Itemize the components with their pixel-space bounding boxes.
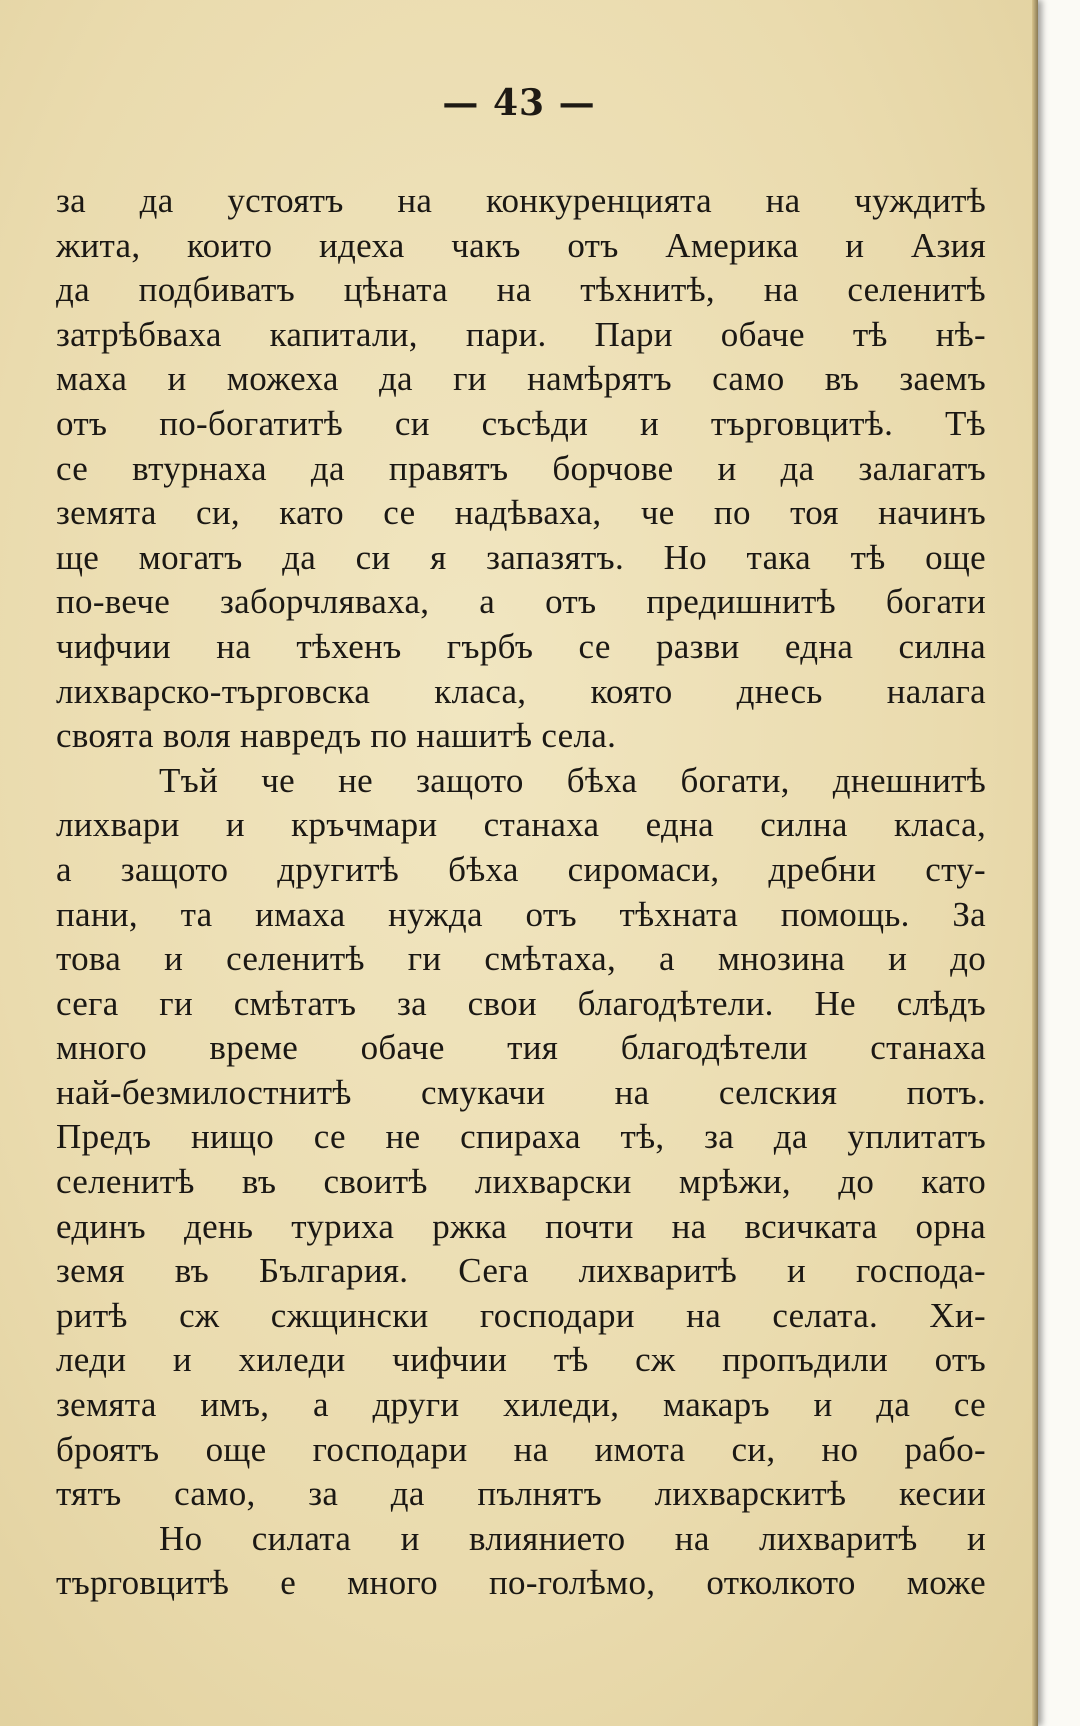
text-line-9: ще могатъ да си я запазятъ. Но така тѣ още [56,537,986,577]
text-line-19: сега ги смѣтатъ за свои благодѣтели. Не слѣдъ [56,983,986,1023]
text-line-22: Предъ нищо се не спираха тѣ, за да уплитатъ [56,1117,986,1157]
text-line-21: най-безмилостнитѣ смукачи на селския потъ. [56,1072,986,1112]
text-line-28: земята имъ, а други хиледи, макаръ и да се [56,1385,986,1425]
page-number: — 43 — [442,82,596,124]
text-line-32: търговцитѣ е много по-голѣмо, отколкото може [56,1563,986,1603]
text-line-31: Но силата и влиянието на лихваритѣ и [159,1518,986,1558]
text-line-27: леди и хиледи чифчии тѣ сж пропъдили отъ [56,1340,986,1380]
text-line-4: затрѣбваха капитали, пари. Пари обаче тѣ нѣ- [56,314,986,354]
text-line-1: за да устоятъ на конкуренцията на чуждитѣ [56,181,986,220]
text-line-25: земя въ България. Сега лихваритѣ и господа- [56,1251,986,1291]
page-edge-shadow [1032,0,1038,1726]
text-line-11: чифчии на тѣхенъ гърбъ се разви една силна [56,626,986,666]
text-line-8: земята си, като се надѣваха, че по тоя начинъ [56,493,986,533]
text-line-7: се втурнаха да правятъ борчове и да залагатъ [56,448,986,488]
text-line-17: пани, та имаха нужда отъ тѣхната помощь. За [56,894,986,934]
text-line-2: жита, които идеха чакъ отъ Америка и Азия [56,225,986,265]
body-text [56,179,986,1606]
text-line-26: ритѣ сж сжщински господари на селата. Хи- [56,1295,986,1335]
text-line-20: много време обаче тия благодѣтели станаха [56,1028,986,1068]
text-line-14: Тъй че не защото бѣха богати, днешнитѣ [159,760,986,800]
text-line-30: тятъ само, за да пълнятъ лихварскитѣ кесии [56,1474,986,1514]
text-line-5: маха и можеха да ги намѣрятъ само въ заемъ [56,359,986,399]
text-line-16: а защото другитѣ бѣха сиромаси, дребни сту- [56,849,986,889]
text-line-12: лихварско-търговска класа, която днесь налага [56,671,986,711]
text-line-10: по-вече заборчляваха, а отъ предишнитѣ богати [56,582,986,622]
text-line-18: това и селенитѣ ги смѣтаха, а мнозина и до [56,939,986,979]
text-line-3: да подбиватъ цѣната на тѣхнитѣ, на селенитѣ [56,270,986,310]
text-line-15: лихвари и кръчмари станаха една силна класа, [56,805,986,845]
text-line-29: броятъ още господари на имота си, но рабо- [56,1429,986,1469]
text-line-23: селенитѣ въ своитѣ лихварски мрѣжи, до като [56,1162,986,1202]
text-line-13: своята воля навредъ по нашитѣ села. [56,716,617,756]
text-line-6: отъ по-богатитѣ си съсѣди и търговцитѣ. Тѣ [56,403,986,443]
text-line-24: единъ день туриха ржка почти на всичката орна [56,1206,986,1246]
